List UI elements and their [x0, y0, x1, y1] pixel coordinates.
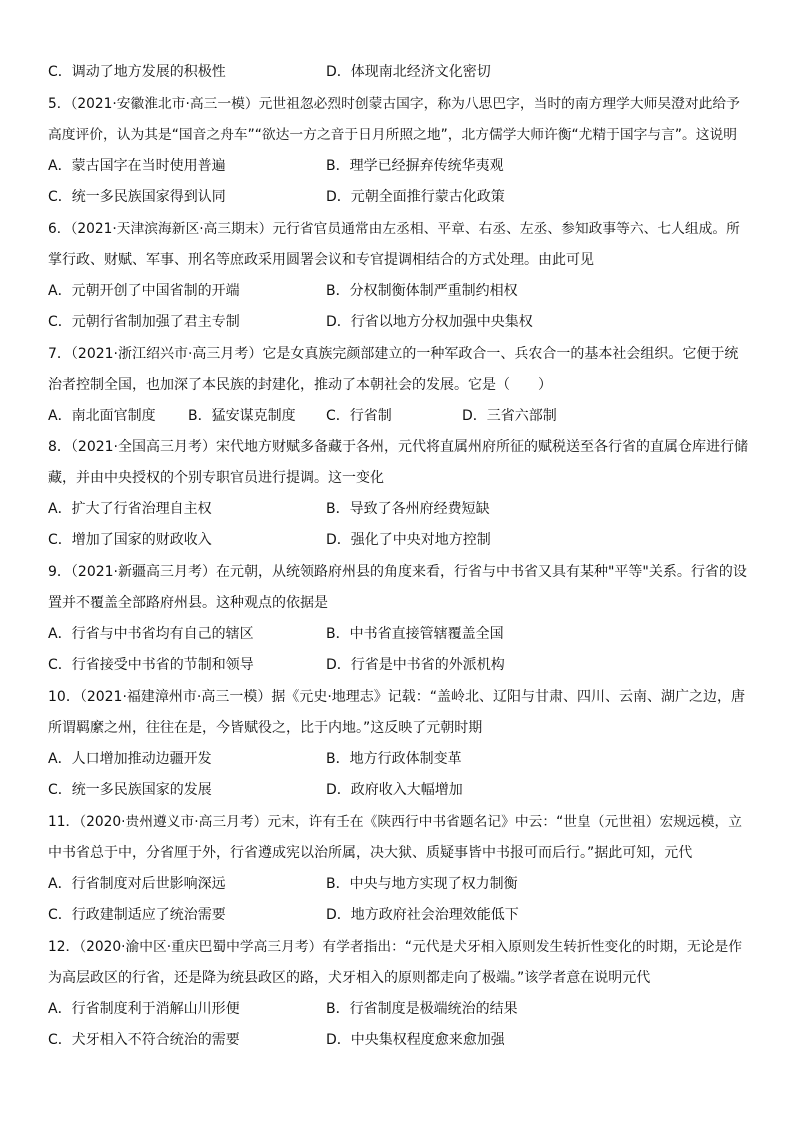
question-11-option-b: B．中央与地方实现了权力制衡	[326, 876, 518, 892]
question-8-option-c: C．增加了国家的财政收入	[48, 532, 212, 548]
question-12-line-2: 为高层政区的行省，还是降为统县政区的路，犬牙相入的原则都走向了极端。”该学者意在说明元代	[48, 970, 651, 986]
question-10-option-b: B．地方行政体制变革	[326, 751, 462, 767]
question-6-line-2: 掌行政、财赋、军事、刑名等庶政采用圆署会议和专官提调相结合的方式处理。由此可见	[48, 252, 594, 268]
question-9-line-1: 9．（2021·新疆高三月考）在元朝，从统领路府州县的角度来看，行省与中书省又具有某种"平等"关系。行省的设	[48, 564, 747, 580]
question-11-option-d: D．地方政府社会治理效能低下	[326, 907, 519, 923]
question-11-line-1: 11．（2020·贵州遵义市·高三月考）元末，许有壬在《陕西行中书省题名记》中云：“世皇（元世祖）宏规远模，立	[48, 814, 742, 830]
question-7-line-2: 治者控制全国，也加深了本民族的封建化，推动了本朝社会的发展。它是（ ）	[48, 377, 552, 393]
question-12-option-c: C．犬牙相入不符合统治的需要	[48, 1032, 240, 1048]
question-11-line-2: 中书省总于中，分省厘于外，行省遵成宪以治所属，决大狱、质疑事皆中书报可而后行。”据此可知，元代	[48, 845, 693, 861]
question-9-option-c: C．行省接受中书省的节制和领导	[48, 657, 254, 673]
question-10-line-2: 所谓羁縻之州，往往在是，今皆赋役之，比于内地。”这反映了元朝时期	[48, 720, 483, 736]
question-10-option-c: C．统一多民族国家的发展	[48, 782, 212, 798]
question-6-option-b: B．分权制衡体制严重制约相权	[326, 283, 518, 299]
question-10-option-d: D．政府收入大幅增加	[326, 782, 463, 798]
question-8-line-1: 8．（2021·全国高三月考）宋代地方财赋多备藏于各州，元代将直属州府所征的赋税送至各行省的直属仓库进行储	[48, 439, 748, 455]
question-5-option-c: C．统一多民族国家得到认同	[48, 189, 226, 205]
question-6-option-d: D．行省以地方分权加强中央集权	[326, 314, 533, 330]
question-6-option-a: A．元朝开创了中国省制的开端	[48, 283, 240, 299]
question-12-option-d: D．中央集权程度愈来愈加强	[326, 1032, 505, 1048]
question-7-option-d: D．三省六部制	[462, 408, 557, 424]
question-11-option-a: A．行省制度对后世影响深远	[48, 876, 226, 892]
question-5-option-b: B．理学已经摒弃传统华夷观	[326, 158, 504, 174]
question-9-line-2: 置并不覆盖全部路府州县。这种观点的依据是	[48, 595, 328, 611]
question-5-option-d: D．元朝全面推行蒙古化政策	[326, 189, 505, 205]
question-8-option-d: D．强化了中央对地方控制	[326, 532, 491, 548]
question-11-option-c: C．行政建制适应了统治需要	[48, 907, 226, 923]
question-9-option-b: B．中书省直接管辖覆盖全国	[326, 626, 504, 642]
question-10-line-1: 10．（2021·福建漳州市·高三一模）据《元史·地理志》记载：“盖岭北、辽阳与甘肃、四川、云南、湖广之边，唐	[48, 689, 746, 705]
question-6-line-1: 6．（2021·天津滨海新区·高三期末）元行省官员通常由左丞相、平章、右丞、左丞、参知政事等六、七人组成。所	[48, 221, 740, 237]
question-5-line-2: 高度评价，认为其是“国音之舟车”“欲达一方之音于日月所照之地”，北方儒学大师许衡“尤精于国字与言”。这说明	[48, 127, 737, 143]
question-7-option-a: A．南北面官制度	[48, 408, 156, 424]
question-9-option-d: D．行省是中书省的外派机构	[326, 657, 505, 673]
question-8-line-2: 藏，并由中央授权的个别专职官员进行提调。这一变化	[48, 470, 384, 486]
question-7-option-c: C．行省制	[326, 408, 392, 424]
question-8-option-b: B．导致了各州府经费短缺	[326, 501, 490, 517]
question-5-line-1: 5．（2021·安徽淮北市·高三一模）元世祖忽必烈时创蒙古国字，称为八思巴字，当时的南方理学大师吴澄对此给予	[48, 96, 740, 112]
question-5-option-a: A．蒙古国字在当时使用普遍	[48, 158, 226, 174]
question-8-option-a: A．扩大了行省治理自主权	[48, 501, 212, 517]
question-7-line-1: 7．（2021·浙江绍兴市·高三月考）它是女真族完颜部建立的一种军政合一、兵农合一的基本社会组织。它便于统	[48, 346, 739, 362]
question-9-option-a: A．行省与中书省均有自己的辖区	[48, 626, 254, 642]
question-7-option-b: B．猛安谋克制度	[188, 408, 296, 424]
question-6-option-c: C．元朝行省制加强了君主专制	[48, 314, 240, 330]
option-d: D．体现南北经济文化密切	[326, 64, 491, 80]
question-12-option-a: A．行省制度利于消解山川形便	[48, 1001, 240, 1017]
question-12-option-b: B．行省制度是极端统治的结果	[326, 1001, 518, 1017]
question-12-line-1: 12．（2020·渝中区·重庆巴蜀中学高三月考）有学者指出：“元代是犬牙相入原则发生转折性变化的时期，无论是作	[48, 939, 742, 955]
question-10-option-a: A．人口增加推动边疆开发	[48, 751, 212, 767]
option-c: C．调动了地方发展的积极性	[48, 64, 226, 80]
